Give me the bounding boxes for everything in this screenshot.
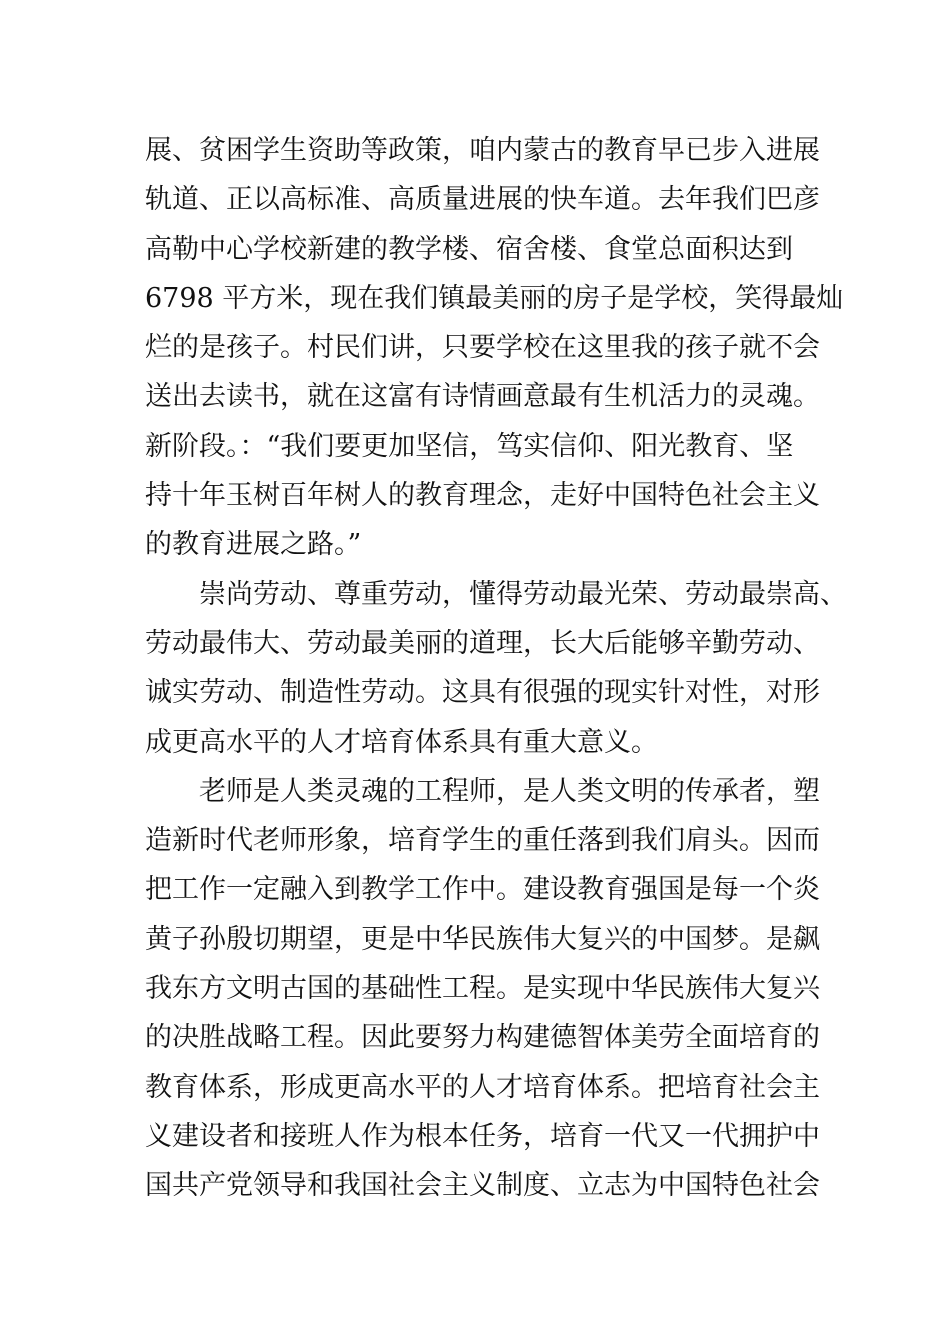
paragraph-3	[145, 767, 825, 1211]
text-line: 新阶段。：“我们要更加坚信，笃实信仰、阳光教育、坚	[145, 430, 794, 462]
text-line: 轨道、正以高标准、高质量进展的快车道。去年我们巴彦	[145, 184, 820, 216]
body-text	[145, 126, 847, 1211]
text-line: 把工作一定融入到教学工作中。建设教育强国是每一个炎	[145, 874, 820, 906]
text-line: 义建设者和接班人作为根本任务，培育一代又一代拥护中	[145, 1120, 820, 1152]
text-line: 展、贫困学生资助等政策，咱内蒙古的教育早已步入进展	[145, 135, 820, 166]
text-line: 造新时代老师形象，培育学生的重任落到我们肩头。因而	[145, 825, 820, 857]
text-line: 的教育进展之路。”	[145, 529, 362, 561]
text-line: 教育体系，形成更高水平的人才培育体系。把培育社会主	[145, 1071, 820, 1103]
text-line: 持十年玉树百年树人的教育理念，走好中国特色社会主义	[145, 480, 820, 512]
text-line: 劳动最伟大、劳动最美丽的道理，长大后能够辛勤劳动、	[145, 627, 820, 659]
text-line: 国共产党领导和我国社会主义制度、立志为中国特色社会	[145, 1170, 820, 1202]
text-line: 的决胜战略工程。因此要努力构建德智体美劳全面培育的	[145, 1022, 820, 1054]
text-line: 诚实劳动、制造性劳动。这具有很强的现实针对性，对形	[145, 677, 820, 709]
text-line: 老师是人类灵魂的工程师，是人类文明的传承者，塑	[199, 775, 820, 807]
text-line: 烂的是孩子。村民们讲，只要学校在这里我的孩子就不会	[145, 332, 820, 364]
text-line: 成更高水平的人才培育体系具有重大意义。	[145, 726, 658, 758]
text-line: 黄子孙殷切期望，更是中华民族伟大复兴的中国梦。是飙	[145, 923, 820, 955]
text-line: 崇尚劳动、尊重劳动，懂得劳动最光荣、劳动最崇高、	[199, 578, 847, 610]
text-line: 高勒中心学校新建的教学楼、宿舍楼、食堂总面积达到	[145, 233, 793, 265]
text-line: 我东方文明古国的基础性工程。是实现中华民族伟大复兴	[145, 973, 820, 1005]
paragraph-1	[145, 126, 844, 570]
paragraph-2	[145, 570, 847, 767]
text-line: 6798 平方米，现在我们镇最美丽的房子是学校，笑得最灿	[145, 282, 844, 314]
text-line: 送出去读书，就在这富有诗情画意最有生机活力的灵魂。	[145, 381, 820, 413]
